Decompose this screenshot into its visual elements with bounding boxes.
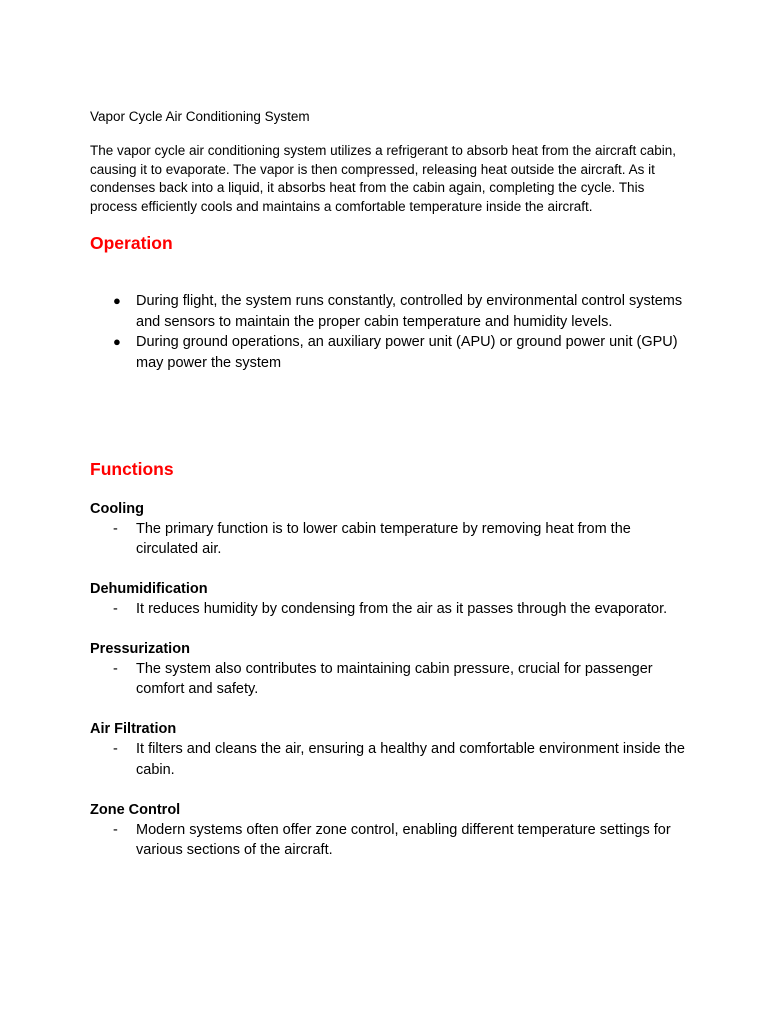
operation-heading: Operation <box>90 232 173 253</box>
function-title: Zone Control <box>90 801 181 818</box>
function-description-text: The primary function is to lower cabin temperature by removing heat from the circulated air. <box>136 520 631 558</box>
function-zone-control <box>90 801 690 861</box>
function-title: Cooling <box>90 500 144 517</box>
function-title: Pressurization <box>90 640 190 657</box>
function-cooling <box>90 500 690 560</box>
bullet-icon: ● <box>113 292 121 308</box>
function-description <box>90 519 690 560</box>
function-title: Dehumidification <box>90 581 208 598</box>
function-title: Air Filtration <box>90 721 177 738</box>
function-description-text: The system also contributes to maintaining cabin pressure, crucial for passenger comfort and safety. <box>136 660 653 698</box>
function-description-text: It reduces humidity by condensing from the air as it passes through the evaporator. <box>136 601 668 618</box>
dash-icon: - <box>113 601 118 618</box>
function-description <box>90 820 690 861</box>
function-description-text: It filters and cleans the air, ensuring a healthy and comfortable environment inside the cabin. <box>136 741 685 778</box>
dash-icon: - <box>113 660 118 677</box>
list-item <box>90 332 690 373</box>
function-pressurization <box>90 640 690 700</box>
dash-icon: - <box>113 520 118 537</box>
function-description-text: Modern systems often offer zone control, enabling different temperature settings for various sections of the aircraft. <box>136 821 671 859</box>
function-description <box>90 659 690 700</box>
operation-list <box>90 291 690 374</box>
intro-paragraph: The vapor cycle air conditioning system utilizes a refrigerant to absorb heat from the aircraft cabin, causing it to evaporate. The vapor is then compressed, releasing heat outside the aircraft. As it condenses back into a liquid, it absorbs heat from the cabin again, completing the cycle. This process efficiently cools and maintains a comfortable temperature inside the aircraft. <box>90 143 677 215</box>
function-description <box>90 739 690 780</box>
document-title: Vapor Cycle Air Conditioning System <box>90 109 310 124</box>
list-item-text: During flight, the system runs constantly, controlled by environmental control systems and sensors to maintain the proper cabin temperature and humidity levels. <box>136 292 683 330</box>
function-air-filtration <box>90 720 690 780</box>
bullet-icon: ● <box>113 334 121 350</box>
functions-heading: Functions <box>90 458 174 479</box>
document-page <box>90 108 690 861</box>
dash-icon: - <box>113 741 118 758</box>
dash-icon: - <box>113 821 118 838</box>
list-item <box>90 291 690 332</box>
function-dehumidification <box>90 580 690 620</box>
function-description <box>90 599 690 620</box>
list-item-text: During ground operations, an auxiliary power unit (APU) or ground power unit (GPU) may power the system <box>136 334 678 371</box>
